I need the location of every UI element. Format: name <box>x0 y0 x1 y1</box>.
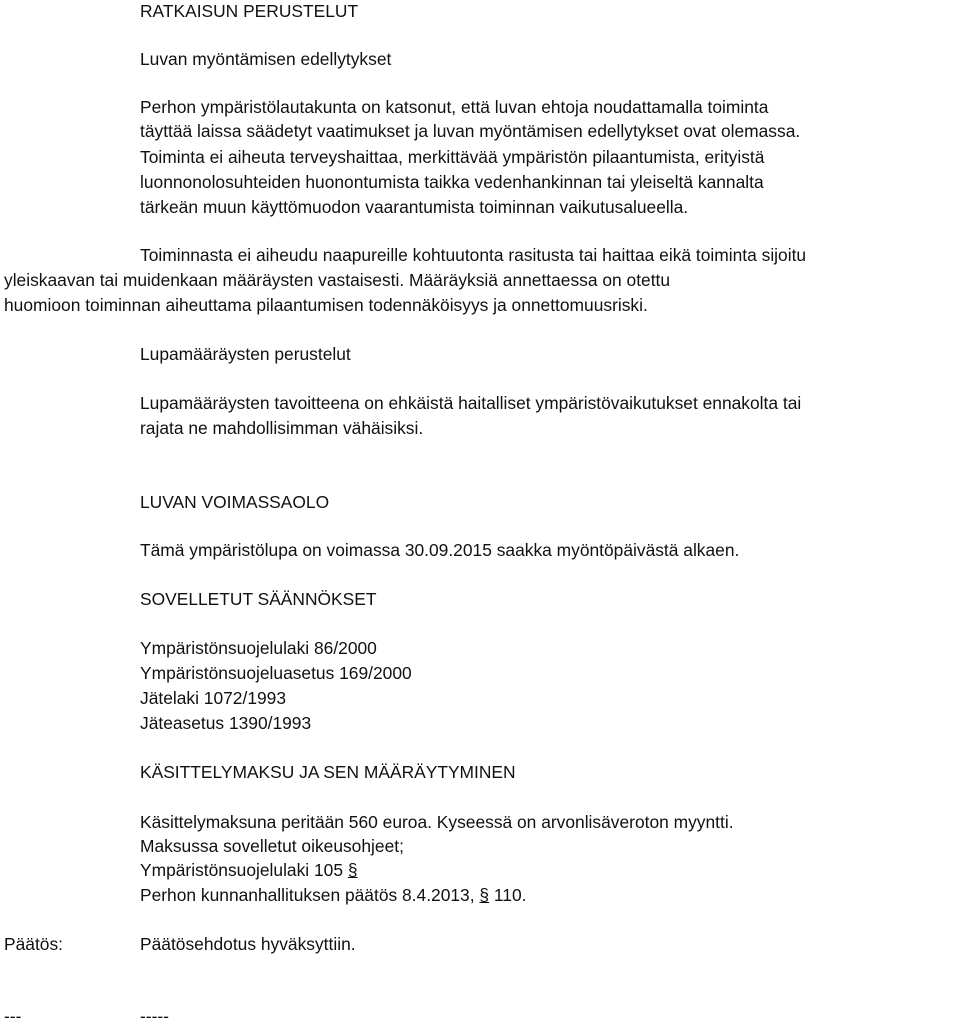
text-line: Toiminta ei aiheuta terveyshaittaa, merkittävää ympäristön pilaantumista, erityistä <box>140 147 765 167</box>
text-line: rajata ne mahdollisimman vähäisiksi. <box>140 418 424 438</box>
text-voimassaolo: Tämä ympäristölupa on voimassa 30.09.2015 saakka myöntöpäivästä alkaen. <box>140 540 740 560</box>
subheading-luvan-myontamisen-edellytykset: Luvan myöntämisen edellytykset <box>140 49 392 69</box>
list-item: Jätelaki 1072/1993 <box>140 688 287 708</box>
paragraph-symbol: § <box>479 885 490 905</box>
text-kasittelymaksu: Käsittelymaksuna peritään 560 euroa. Kyseessä on arvonlisäveroton myyntti. <box>140 812 734 832</box>
decision-label: Päätös: <box>4 934 63 954</box>
text-line: täyttää laissa säädetyt vaatimukset ja luvan myöntämisen edellytykset ovat olemassa. <box>140 121 801 141</box>
section-heading-ratkaisun-perustelut: RATKAISUN PERUSTELUT <box>140 1 359 21</box>
text-ymparistonsuojelulaki-105 <box>140 860 358 880</box>
text-line: luonnonolosuhteiden huonontumista taikka vedenhankinnan tai yleiseltä kannalta <box>140 172 764 192</box>
footer-dashes-right: ----- <box>140 1006 169 1026</box>
text-line: Toiminnasta ei aiheudu naapureille kohtuutonta rasitusta tai haittaa eikä toiminta sijoitu <box>140 245 807 265</box>
section-heading-sovelletut-saannokset: SOVELLETUT SÄÄNNÖKSET <box>140 589 377 609</box>
law-reference: Ympäristönsuojelulaki 105 <box>140 860 344 880</box>
subheading-lupamaaraysten-perustelut: Lupamääräysten perustelut <box>140 344 351 364</box>
text-line: Perhon ympäristölautakunta on katsonut, että luvan ehtoja noudattamalla toiminta <box>140 97 769 117</box>
section-number: 110. <box>493 885 527 905</box>
list-item: Ympäristönsuojeluasetus 169/2000 <box>140 663 412 683</box>
text-line: Lupamääräysten tavoitteena on ehkäistä haitalliset ympäristövaikutukset ennakolta tai <box>140 393 802 413</box>
list-item: Jäteasetus 1390/1993 <box>140 713 312 733</box>
section-heading-kasittelymaksu: KÄSITTELYMAKSU JA SEN MÄÄRÄYTYMINEN <box>140 762 516 782</box>
decision-text: Päätösehdotus hyväksyttiin. <box>140 934 356 954</box>
text-kunnanhallituksen-paatos <box>140 885 526 905</box>
text-line: huomioon toiminnan aiheuttama pilaantumisen todennäköisyys ja onnettomuusriski. <box>4 295 648 315</box>
decision-reference: Perhon kunnanhallituksen päätös 8.4.2013, <box>140 885 475 905</box>
list-item: Ympäristönsuojelulaki 86/2000 <box>140 638 377 658</box>
text-line: tärkeän muun käyttömuodon vaarantumista toiminnan vaikutusalueella. <box>140 197 689 217</box>
paragraph-symbol: § <box>347 860 358 880</box>
footer-dashes-left: --- <box>4 1006 22 1026</box>
text-line: yleiskaavan tai muidenkaan määräysten vastaisesti. Määräyksiä annettaessa on otettu <box>4 270 671 290</box>
section-heading-luvan-voimassaolo: LUVAN VOIMASSAOLO <box>140 492 330 512</box>
text-oikeusohjeet: Maksussa sovelletut oikeusohjeet; <box>140 836 404 856</box>
